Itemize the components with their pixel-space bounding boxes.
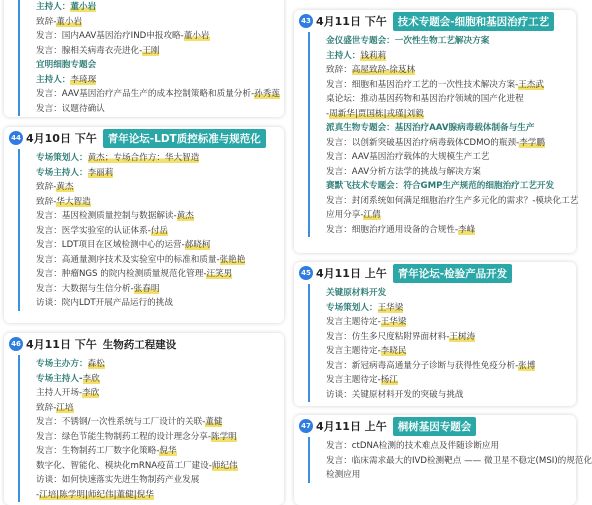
session-body bbox=[308, 284, 576, 402]
session-number-badge: 43 bbox=[299, 14, 313, 28]
session-body bbox=[18, 355, 284, 502]
agenda-line: 发言：LDT项目在区域检测中心的运营-郝晓柯 bbox=[36, 240, 211, 250]
agenda-line: 检测应用 bbox=[326, 470, 361, 480]
session-date: 4月11日 上午 bbox=[316, 267, 387, 280]
agenda-line: 发言：仿生多尺度粘附界面材料-王树涛 bbox=[326, 331, 476, 342]
agenda-line: 发言：新冠病毒高通量分子诊断与获得性免疫分析-张博 bbox=[326, 360, 536, 371]
agenda-line: 发言：不锈钢/一次性系统与工厂设计的关联-董健 bbox=[36, 417, 223, 427]
session-topic: 桐树基因专题会 bbox=[393, 417, 477, 436]
session-number-badge: 44 bbox=[9, 131, 23, 145]
session-date: 4月10日 下午 bbox=[26, 132, 97, 145]
agenda-line: -周新华|贾国栋|戎瑾|刘毅 bbox=[326, 108, 424, 119]
agenda-line: 发言：AAV基因治疗产品生产的成本控制策略和质量分析-孙秀莲 bbox=[36, 89, 280, 99]
agenda-line: 发言：封闭系统如何满足细胞治疗生产多元化的需求？-模块化工艺 bbox=[326, 195, 579, 206]
agenda-line: -江培|陈学明|师纪伟|董健|倪华 bbox=[36, 489, 154, 500]
session-body bbox=[308, 32, 579, 237]
session-number-badge: 45 bbox=[299, 266, 313, 280]
agenda-line: 桌论坛：推动基因药物和基因治疗领域的国产化进程 bbox=[326, 94, 524, 104]
agenda-line: 发言：基因检测质量控制与数据解读-黄杰 bbox=[36, 211, 194, 221]
agenda-line: 主持人：李琦琛 bbox=[36, 74, 97, 85]
sub-session-title: 关键原材料开发 bbox=[326, 288, 387, 298]
agenda-line: 发言：议题待确认 bbox=[36, 103, 105, 114]
agenda-line: 发言：ctDNA检测的技术难点及伴随诊断应用 bbox=[326, 441, 500, 451]
session-topic: 青年论坛-检验产品开发 bbox=[393, 264, 512, 283]
agenda-line: 发言：医学实验室的认证体系-付岳 bbox=[36, 225, 169, 236]
sub-session-title: 派真生物专题会：基因治疗AAV腺病毒载体制备与生产 bbox=[326, 123, 535, 133]
sub-session-title: 赛默飞技术专题会：符合GMP生产规范的细胞治疗工艺开发 bbox=[326, 181, 555, 191]
session-topic: 技术专题会-细胞和基因治疗工艺 bbox=[393, 12, 554, 31]
agenda-line: 发言：高通量测序技术及实验室中的标准和质量-张艳艳 bbox=[36, 254, 246, 265]
sub-session-title: 宜明细胞专题会 bbox=[36, 60, 97, 70]
agenda-line: 发言：大数据与生信分析-张春明 bbox=[36, 283, 160, 294]
agenda-line: 发言：腺相关病毒衣壳进化-王刚 bbox=[36, 45, 160, 56]
session-body bbox=[18, 149, 284, 311]
pre-section-card bbox=[4, 0, 284, 117]
session-date: 4月11日 下午 bbox=[316, 15, 387, 28]
pre-section-body bbox=[18, 0, 284, 116]
sub-session-title: 金仪盛世专题会：一次性生物工艺解决方案 bbox=[326, 36, 490, 46]
session-date: 4月11日 下午 bbox=[26, 338, 97, 351]
session-number-badge: 47 bbox=[299, 419, 313, 433]
agenda-line: 访谈：院内LDT开展产品运行的挑战 bbox=[36, 298, 173, 308]
session-number-badge: 46 bbox=[9, 337, 23, 351]
agenda-line: 致辞-华大智造 bbox=[36, 196, 91, 207]
session-header bbox=[294, 10, 576, 32]
session-46-card bbox=[4, 333, 284, 505]
agenda-line: 发言：肿瘤NGS 的院内检测质量规范化管理-汪笑男 bbox=[36, 269, 233, 279]
agenda-line: 数字化、智能化、模块化mRNA疫苗工厂建设-师纪伟 bbox=[36, 460, 238, 471]
agenda-line: 发言：临床需求最大的IVD检测靶点 —— 微卫星不稳定(MSI)的规范化 bbox=[326, 455, 592, 466]
agenda-line: 专场主持人-李欣 bbox=[36, 373, 100, 384]
agenda-line: 主持人：董小岩 bbox=[36, 2, 97, 12]
agenda-line: 主持人开场-李欣 bbox=[36, 388, 100, 398]
agenda-line: 专场策划人：王华梁 bbox=[326, 302, 404, 313]
session-header bbox=[294, 415, 576, 437]
agenda-line: 致辞：高屋致辞-徐芨林 bbox=[326, 65, 416, 75]
agenda-line: 发言主题待定-王华梁 bbox=[326, 317, 407, 327]
agenda-line: 专场策划人：黄杰；专场合作方：华大智造 bbox=[36, 153, 200, 163]
session-date: 4月11日 上午 bbox=[316, 420, 387, 433]
agenda-line: 专场主办方：森松 bbox=[36, 359, 105, 369]
agenda-line: 发言：以创新突破基因治疗病毒载体CDMO的瓶颈-李学鹏 bbox=[326, 137, 545, 148]
session-45-card bbox=[294, 262, 576, 406]
agenda-line: 致辞-董小岩 bbox=[36, 16, 83, 27]
agenda-line: 致辞-江培 bbox=[36, 402, 74, 413]
agenda-line: 发言主题待定-杨江 bbox=[326, 375, 398, 385]
agenda-line: 发言：生物制药工厂数字化策略-倪华 bbox=[36, 446, 177, 456]
agenda-line: 发言：细胞治疗通用设备的合规性-李峰 bbox=[326, 224, 476, 235]
agenda-line: 访谈：如何快速落实先进生物制药产业发展 bbox=[36, 475, 200, 485]
agenda-line: 发言：绿色节能生物制药工程的设计理念分享-陈学明 bbox=[36, 431, 237, 442]
agenda-line: 发言：细胞和基因治疗工艺的一次性技术解决方案-王杰武 bbox=[326, 79, 544, 90]
agenda-line: 发言：AAV分析方法学的挑战与解决方案 bbox=[326, 166, 481, 177]
session-body bbox=[308, 437, 592, 483]
session-header bbox=[4, 333, 284, 355]
agenda-line: 发言：AAV基因治疗载体的大规模生产工艺 bbox=[326, 152, 490, 162]
session-topic: 青年论坛-LDT质控标准与规范化 bbox=[103, 129, 266, 148]
agenda-line: 发言主题待定-李晓民 bbox=[326, 346, 407, 356]
session-topic: 生物药工程建设 bbox=[102, 338, 177, 351]
session-44-card bbox=[4, 127, 284, 323]
agenda-line: 主持人：钱莉莉 bbox=[326, 50, 387, 61]
session-47-card bbox=[294, 415, 592, 505]
session-header bbox=[294, 262, 576, 284]
agenda-line: 发言：国内AAV基因治疗IND申报攻略-董小岩 bbox=[36, 31, 210, 41]
session-43-card bbox=[294, 10, 579, 253]
agenda-line: 应用分享-江倩 bbox=[326, 210, 381, 220]
agenda-line: 专场主持人：李丽莉 bbox=[36, 167, 114, 178]
session-header bbox=[4, 127, 284, 149]
agenda-line: 访谈：关键原材料开发的突破与挑战 bbox=[326, 389, 464, 400]
agenda-line: 致辞-黄杰 bbox=[36, 182, 74, 192]
